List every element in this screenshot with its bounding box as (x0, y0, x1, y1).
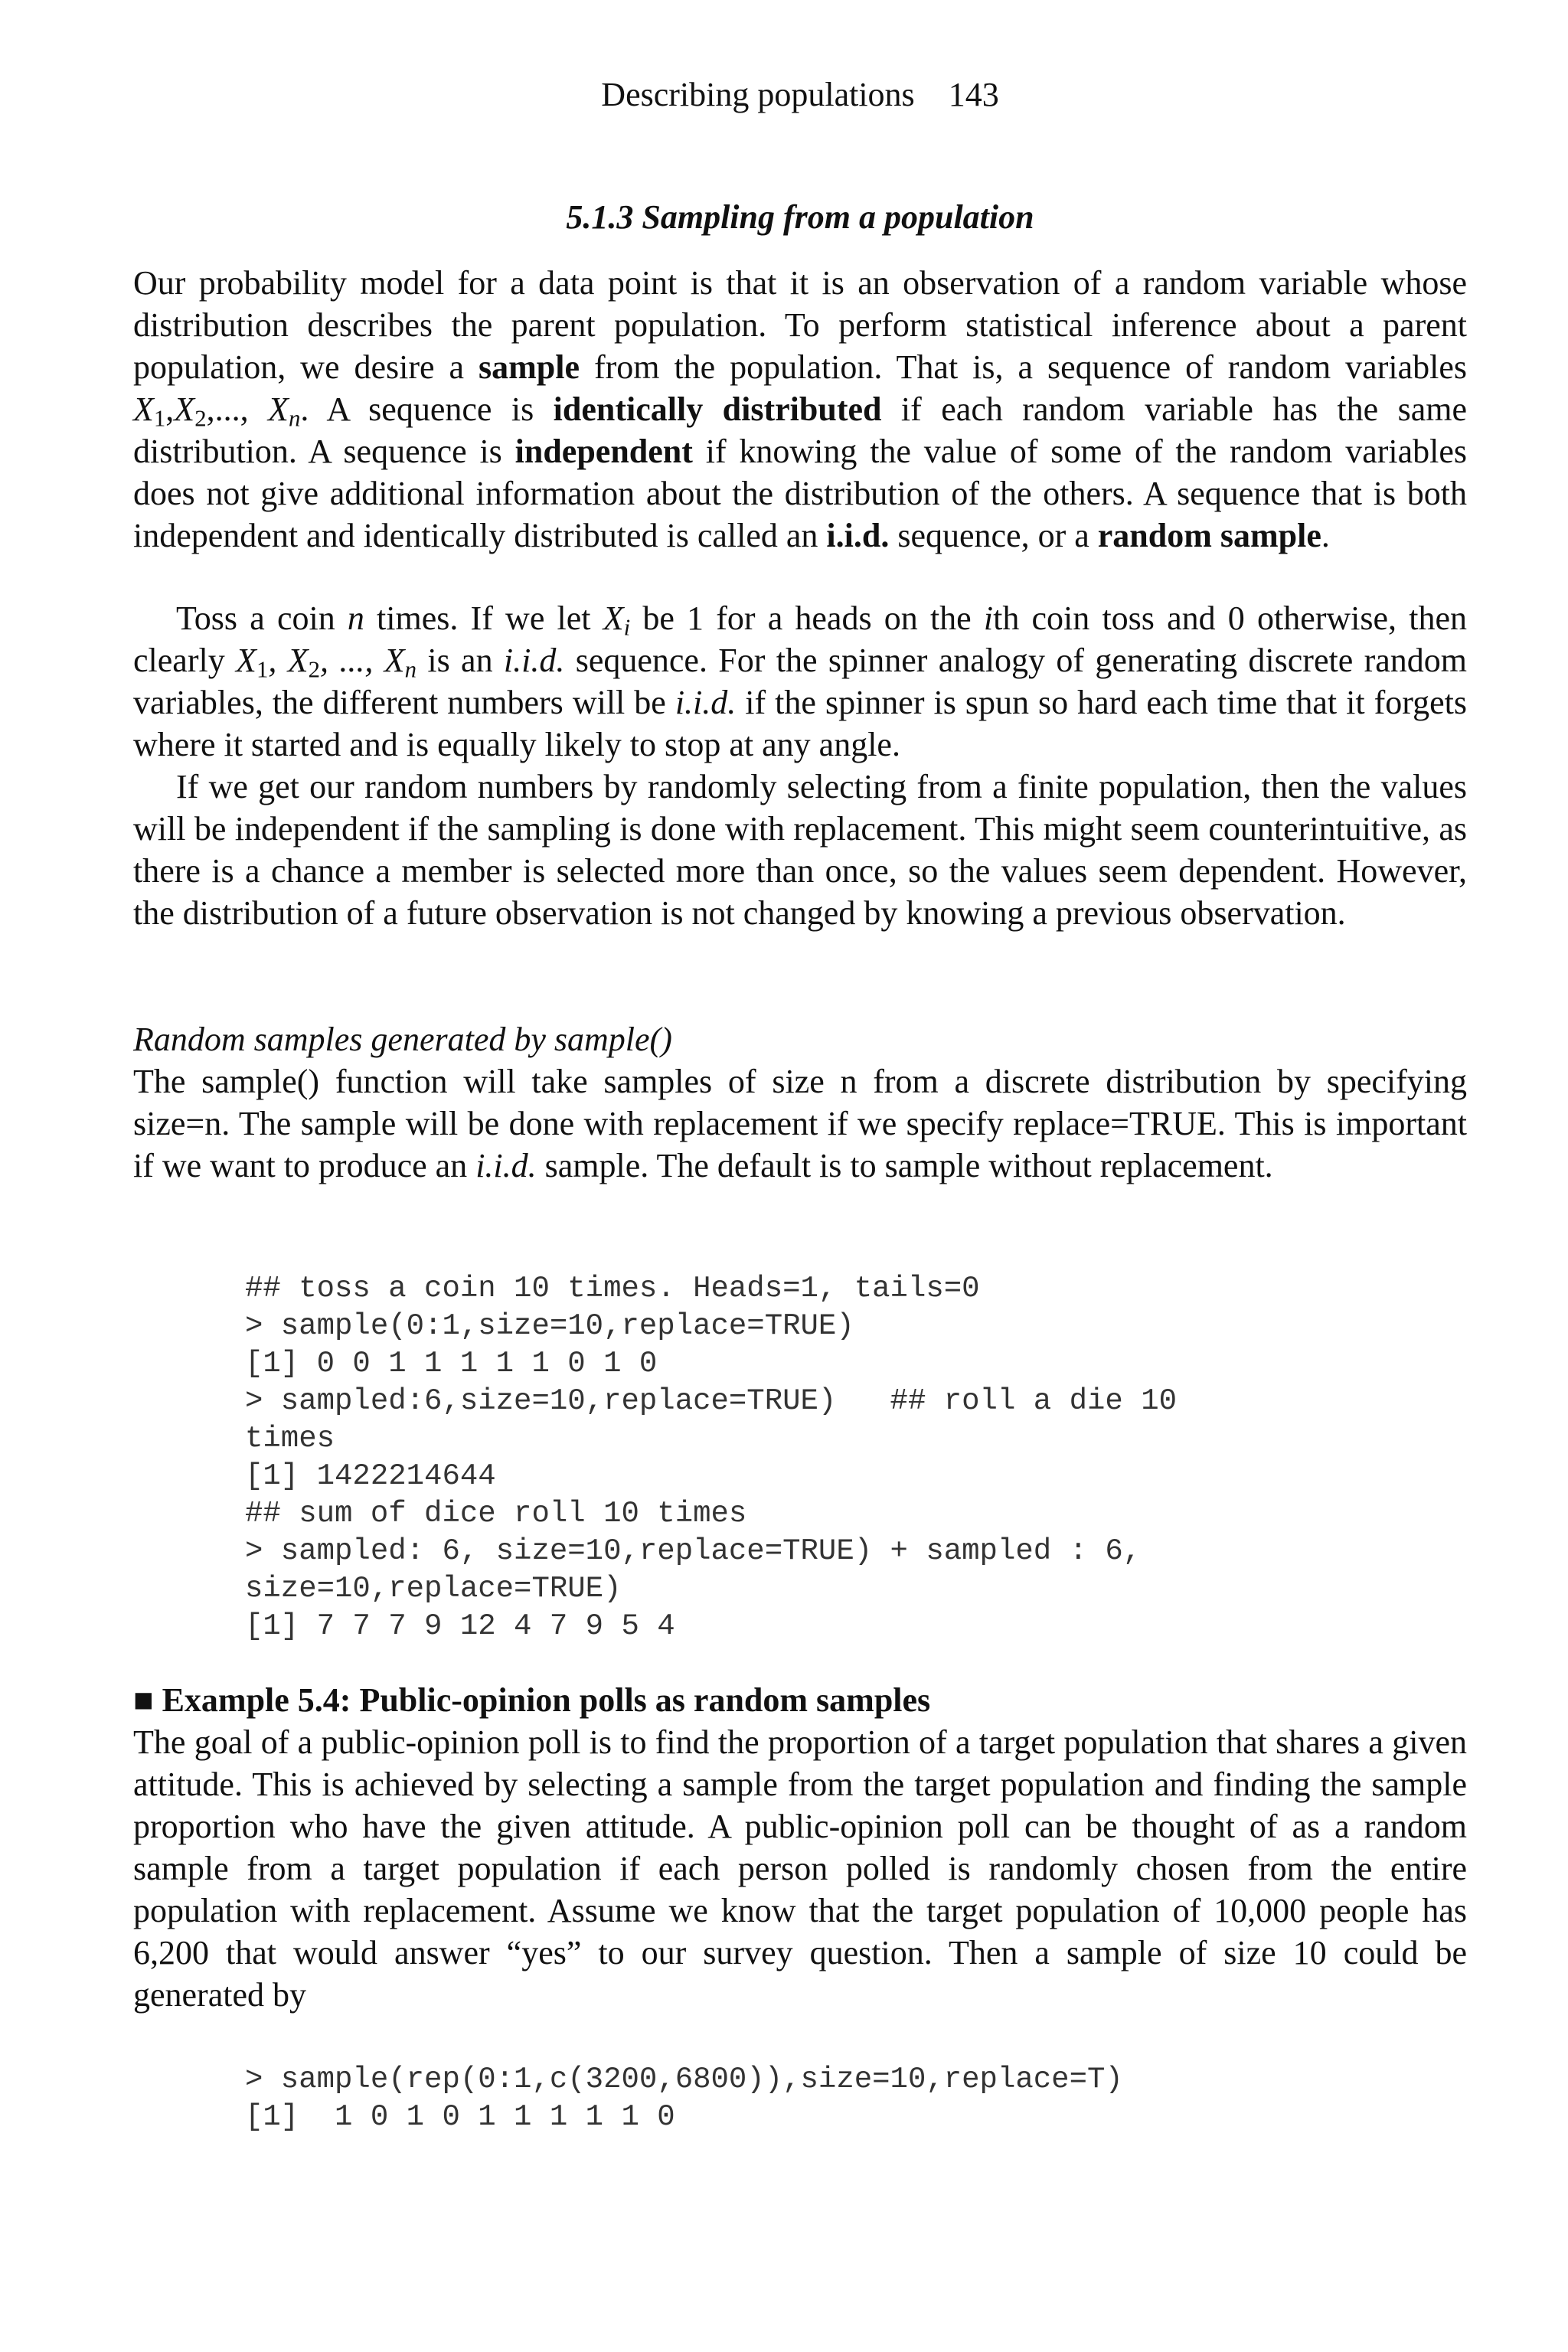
code-line: > sample(0:1,size=10,replace=TRUE) (245, 1309, 854, 1343)
code-line: [1] 1422214644 (245, 1459, 496, 1493)
term-identically-distributed: identically distributed (553, 390, 882, 428)
code-line: ## toss a coin 10 times. Heads=1, tails=0 (245, 1272, 980, 1305)
code-line: [1] 0 0 1 1 1 1 1 0 1 0 (245, 1347, 658, 1380)
paragraph-coin-toss: Toss a coin n times. If we let $X_i$ be 1 for a heads on the ith coin toss and 0 otherwise, then clearly $X_1$, $X_2$, ..., $X_n$ is an i.i.d. sequence. For the spinner analogy of generating discrete random variables, the different numbers will be i.i.d. if the spinner is spun so hard each time that it forgets where it started and is equally likely to stop at any angle. (133, 599, 1467, 763)
term-independent: independent (514, 433, 693, 470)
code-line: > sample(rep(0:1,c(3200,6800)),size=10,replace=T) (245, 2063, 1123, 2096)
paragraph-sampling-intro: Our probability model for a data point is that it is an observation of a random variable whose distribution describes the parent population. To perform statistical inference about a parent population, we desire a sample from the population. That is, a sequence of random variables $X_1,X_2$,..., $X_n$. A sequence is identically distributed if each random variable has the same distribution. A sequence is independent if knowing the value of some of the random variables does not give additional information about the distribution of the others. A sequence that is both independent and identically distributed is called an i.i.d. sequence, or a random sample. (133, 264, 1468, 554)
code-line: ## sum of dice roll 10 times (245, 1497, 747, 1530)
paragraph-sample-function: The sample() function will take samples of size n from a discrete distribution by specifying size=n. The sample will be done with replacement if we specify replace=TRUE. This is important if we want to produce an i.i.d. sample. The default is to sample without replacement. (133, 1063, 1467, 1184)
code-block-poll (245, 2061, 1123, 2136)
code-block-dice (245, 1270, 1177, 1645)
section-title: 5.1.3 Sampling from a population (566, 198, 1034, 236)
term-random-sample: random sample (1097, 517, 1321, 554)
page-number: 143 (948, 76, 999, 113)
code-line: times (245, 1422, 335, 1455)
running-head (133, 74, 1467, 116)
term-sample: sample (478, 348, 580, 386)
example-heading: ■ Example 5.4: Public-opinion polls as random samples (133, 1681, 931, 1719)
code-line: size=10,replace=TRUE) (245, 1572, 622, 1606)
code-line: > sampled: 6, size=10,replace=TRUE) + sampled : 6, (245, 1534, 1142, 1568)
code-line: [1] 1 0 1 0 1 1 1 1 1 0 (245, 2100, 675, 2134)
code-line: [1] 7 7 7 9 12 4 7 9 5 4 (245, 1609, 675, 1643)
paragraph-opinion-poll: The goal of a public-opinion poll is to find the proportion of a target population that shares a given attitude. This is achieved by selecting a sample from the target population and finding the sample proportion who have the given attitude. A public-opinion poll can be thought of as a random sample from a target population if each person polled is randomly chosen from the entire population with replacement. Assume we know that the target population of 10,000 people has 6,200 that would answer “yes” to our survey question. Then a sample of size 10 could be generated by (133, 1723, 1467, 2014)
term-iid: i.i.d. (826, 517, 890, 554)
code-line: > sampled:6,size=10,replace=TRUE) ## roll a die 10 (245, 1384, 1177, 1418)
subsection-heading: Random samples generated by sample() (133, 1021, 672, 1058)
running-title: Describing populations (601, 76, 915, 113)
paragraph-finite-population: If we get our random numbers by randomly selecting from a finite population, then the values will be independent if the sampling is done with replacement. This might seem counterintuitive, as there is a chance a member is selected more than once, so the values seem dependent. However, the distribution of a future observation is not changed by knowing a previous observation. (133, 768, 1467, 932)
